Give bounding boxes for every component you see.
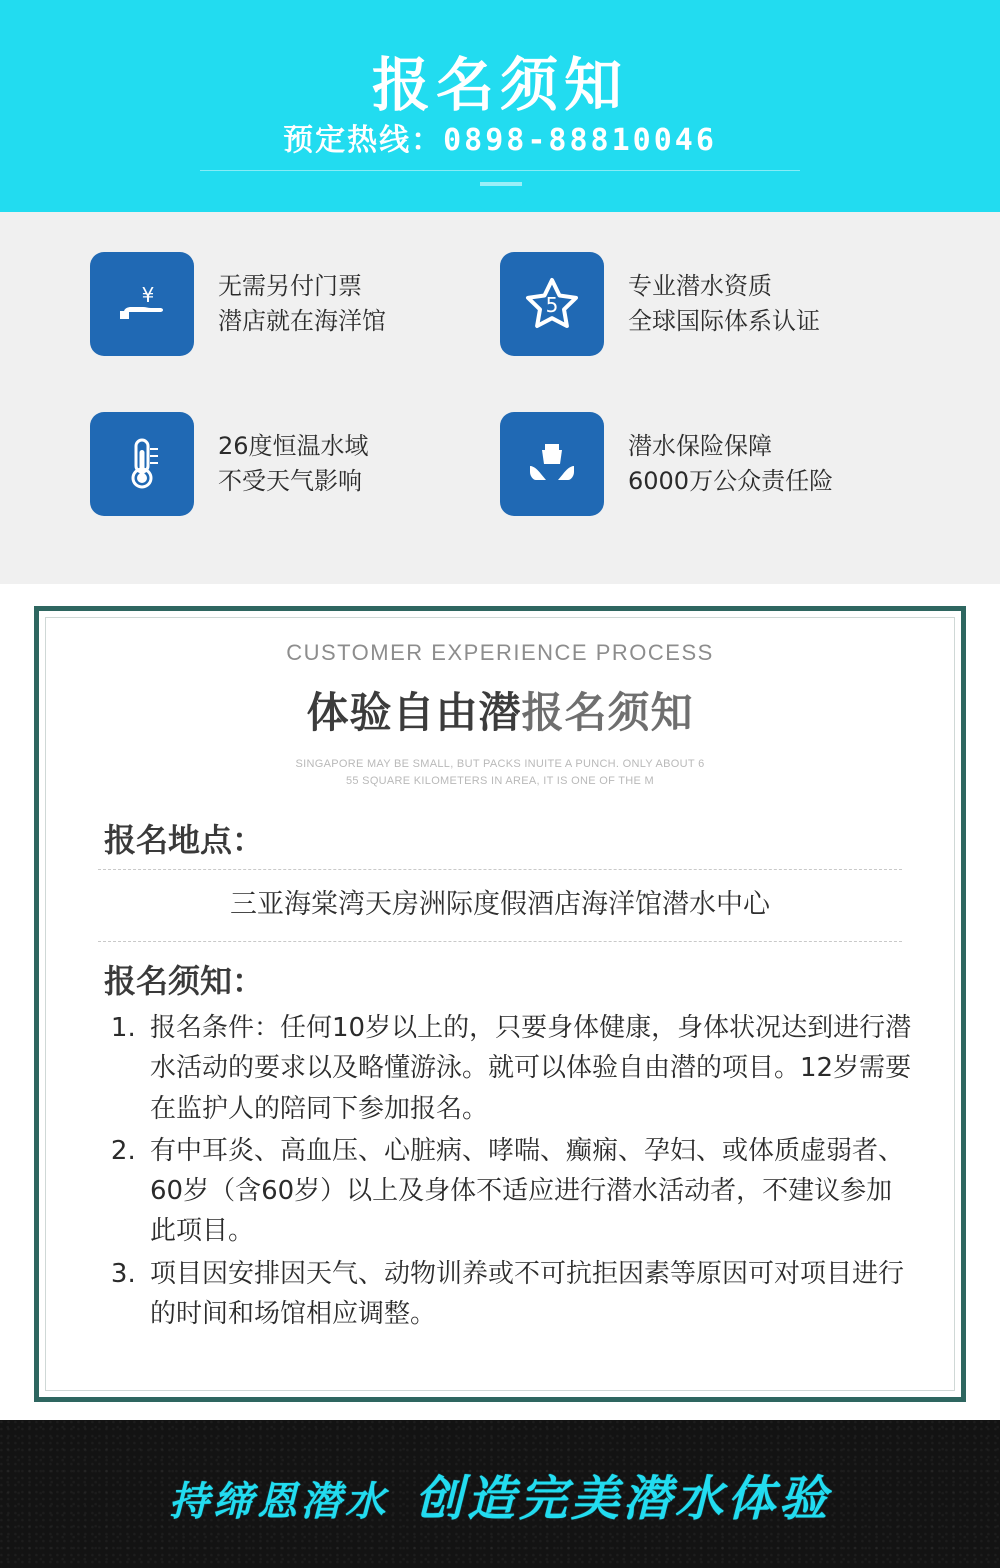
feature-text: [218, 429, 369, 499]
feature-line-1: 26度恒温水域: [218, 432, 369, 461]
list-item: 2. 有中耳炎、高血压、心脏病、哮喘、癫痫、孕妇、或体质虚弱者、60岁（含60岁）以上及身体不适应进行潜水活动者，不建议参加此项目。: [144, 1131, 918, 1252]
feature-item: [90, 412, 500, 516]
hand-yen-icon: [90, 252, 194, 356]
feature-text: [628, 269, 820, 339]
card-title-part-2: 报名须知: [521, 688, 694, 737]
features-section: [0, 212, 1000, 584]
card-eyebrow: CUSTOMER EXPERIENCE PROCESS: [286, 640, 714, 665]
hotline: [0, 115, 1000, 159]
feature-item: [500, 252, 910, 356]
list-item: 1. 报名条件：任何10岁以上的，只要身体健康，身体状况达到进行潜水活动的要求以及略懂游泳。就可以体验自由潜的项目。12岁需要在监护人的陪同下参加报名。: [144, 1008, 918, 1129]
header-divider: [200, 170, 800, 171]
hands-shield-icon: [500, 412, 604, 516]
thermometer-icon: [90, 412, 194, 516]
feature-item: [500, 412, 910, 516]
main-section: [0, 584, 1000, 1420]
list-item: 3. 项目因安排因天气、动物训养或不可抗拒因素等原因可对项目进行的时间和场馆相应调整。: [144, 1254, 918, 1335]
hotline-label: 预定热线：: [283, 124, 444, 157]
feature-line-2: 全球国际体系认证: [628, 307, 820, 335]
location-value: 三亚海棠湾天房洲际度假酒店海洋馆潜水中心: [230, 889, 770, 920]
feature-item: [90, 252, 500, 356]
feature-line-1: 潜水保险保障: [628, 432, 772, 461]
notice-heading: 报名须知：: [104, 962, 265, 1000]
feature-text: [628, 429, 833, 499]
svg-text:5: 5: [545, 293, 559, 317]
card-subtext-line-1: SINGAPORE MAY BE SMALL, BUT PACKS INUITE A PUNCH. ONLY ABOUT 6: [295, 758, 705, 770]
feature-line-2: 潜店就在海洋馆: [218, 307, 386, 335]
svg-text:¥: ¥: [141, 283, 155, 307]
card-title: [82, 680, 918, 740]
footer-slogan-right: 创造完美潜水体验: [414, 1470, 831, 1527]
feature-text: [218, 269, 386, 339]
feature-line-2: 6000万公众责任险: [628, 467, 834, 495]
feature-line-2: 不受天气影响: [218, 467, 362, 495]
card-title-part-1: 体验自由潜: [306, 688, 522, 737]
notice-list: [82, 1008, 918, 1334]
page-header: [0, 0, 1000, 212]
notice-card: [34, 606, 966, 1402]
header-arrow-icon: [470, 198, 530, 212]
features-grid: [90, 252, 910, 516]
notice-card-inner: [45, 617, 955, 1391]
card-subtext-line-2: 55 SQUARE KILOMETERS IN AREA, IT IS ONE OF THE M: [345, 774, 654, 787]
header-divider-accent: [480, 182, 522, 186]
footer-slogan: [169, 1460, 831, 1529]
hotline-number: 0898-88810046: [443, 123, 717, 158]
location-heading: 报名地点：: [104, 821, 265, 859]
feature-line-1: 无需另付门票: [218, 272, 362, 301]
footer-slogan-left: 持缔恩潜水: [168, 1478, 389, 1525]
feature-line-1: 专业潜水资质: [628, 272, 772, 301]
card-subtext: [82, 756, 918, 789]
star-five-icon: [500, 252, 604, 356]
divider-bottom: [98, 941, 902, 942]
page-title: 报名须知: [371, 51, 628, 119]
page-footer: [0, 1420, 1000, 1568]
